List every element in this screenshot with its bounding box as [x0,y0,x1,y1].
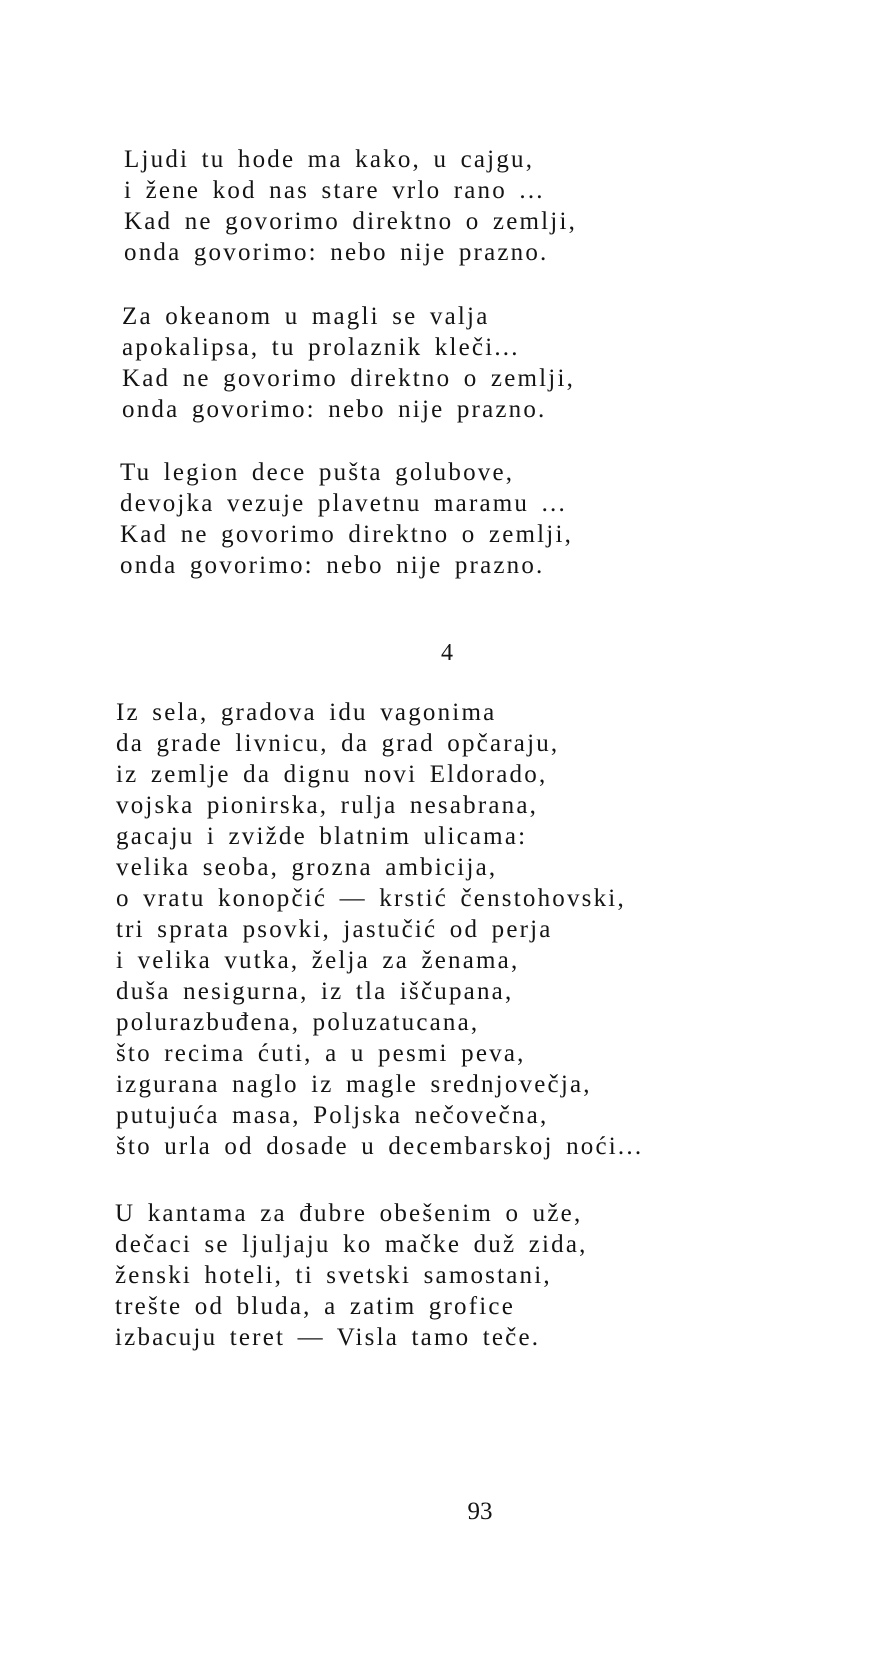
verse-line: Iz sela, gradova idu vagonima [116,699,497,726]
verse-line: onda govorimo: nebo nije prazno. [124,239,549,266]
verse-line: tri sprata psovki, jastučić od perja [116,916,553,943]
verse-line: gacaju i zvižde blatnim ulicama: [116,823,528,850]
stanza-1 [124,144,577,268]
verse-line: i žene kod nas stare vrlo rano ... [124,177,545,204]
verse-line: duša nesigurna, iz tla iščupana, [116,978,514,1005]
verse-line: Kad ne govorimo direktno o zemlji, [122,365,576,392]
stanza-3 [120,457,573,581]
verse-line: što urla od dosade u decembarskoj noći... [116,1133,644,1160]
verse-line: dečaci se ljuljaju ko mačke duž zida, [115,1231,588,1258]
verse-line: izgurana naglo iz magle srednjovečja, [116,1071,592,1098]
verse-line: apokalipsa, tu prolaznik kleči... [122,334,520,361]
verse-line: ženski hoteli, ti svetski samostani, [115,1262,552,1289]
stanza-5 [115,1198,588,1353]
verse-line: putujuća masa, Poljska nečovečna, [116,1102,549,1129]
verse-line: onda govorimo: nebo nije prazno. [122,396,547,423]
verse-line: Za okeanom u magli se valja [122,303,490,330]
verse-line: vojska pionirska, rulja nesabrana, [116,792,539,819]
section-number: 4 [441,640,453,666]
verse-line: Tu legion dece pušta golubove, [120,459,515,486]
verse-line: što recima ćuti, a u pesmi peva, [116,1040,526,1067]
verse-line: o vratu konopčić — krstić čenstohovski, [116,885,626,912]
verse-line: devojka vezuje plavetnu maramu ... [120,490,567,517]
verse-line: iz zemlje da dignu novi Eldorado, [116,761,548,788]
verse-line: Kad ne govorimo direktno o zemlji, [120,521,574,548]
stanza-4 [116,697,643,1162]
verse-line: da grade livnicu, da grad opčaraju, [116,730,560,757]
verse-line: izbacuju teret — Visla tamo teče. [115,1324,541,1351]
verse-line: polurazbuđena, poluzatucana, [116,1009,480,1036]
verse-line: Ljudi tu hode ma kako, u cajgu, [124,146,535,173]
verse-line: trešte od bluda, a zatim grofice [115,1293,515,1320]
stanza-2 [122,301,575,425]
verse-line: U kantama za đubre obešenim o uže, [115,1200,583,1227]
page-number: 93 [467,1498,493,1525]
verse-line: i velika vutka, želja za ženama, [116,947,520,974]
verse-line: Kad ne govorimo direktno o zemlji, [124,208,578,235]
verse-line: onda govorimo: nebo nije prazno. [120,552,545,579]
verse-line: velika seoba, grozna ambicija, [116,854,498,881]
